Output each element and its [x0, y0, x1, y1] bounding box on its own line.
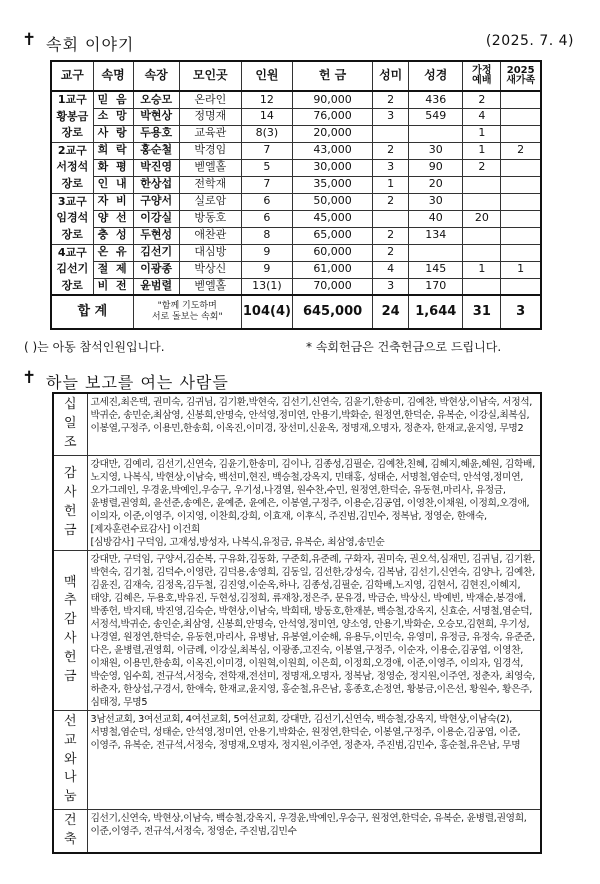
parish-label: 1교구 황봉금 장로	[51, 91, 93, 142]
table-row	[51, 193, 541, 210]
cell-place: 벧엘홀	[179, 278, 241, 295]
section-header-meetings	[22, 30, 578, 56]
table-row	[51, 108, 541, 125]
offering-note: * 속회헌금은 건축헌금으로 드립니다.	[306, 340, 502, 354]
cell-worship: 20	[463, 210, 501, 227]
col-leader: 속장	[133, 61, 179, 91]
donor-names: 고세진,최은택, 권미숙, 김귀님, 김기환,박현숙, 김선기,신연숙, 김윤기,한송미, 김예찬, 박현상,이남숙, 서정석,박귀순, 송민순,최삼영, 신봉희,안명숙, 안석영,정미연, 안용기,박화순, 원정연,한덕순, 유복순, 이강실,최복심, 이봉열,구정주, 이용민,한송희, 이옥진,이미경, 장선미,신윤옥, 정명재,오명자, 정춘자, 한재교,윤지영, 무명2	[87, 393, 541, 455]
cell-group-name: 화 평	[93, 159, 133, 176]
cell-place: 박상신	[179, 261, 241, 278]
cell-place: 전학재	[179, 176, 241, 193]
col-family-worship: 가정 예배	[463, 61, 501, 91]
cell-new-family	[501, 193, 541, 210]
cell-offering: 70,000	[293, 278, 373, 295]
cell-bible: 170	[409, 278, 463, 295]
report-date: (2025. 7. 4)	[485, 33, 574, 49]
cell-offering: 20,000	[293, 125, 373, 142]
cell-offering: 43,000	[293, 142, 373, 159]
donor-category-label: 십일조	[63, 397, 77, 450]
cell-new-family	[501, 159, 541, 176]
donor-names: 강대만, 구덕임, 구양서,김순복, 구유화,김동화, 구준회,유준례, 구화자, 권미숙, 권오석,심재민, 김귀님, 김기환,박현숙, 김기철, 김덕수,이영란, 김덕용,송영희, 김동일, 김선한,강성숙, 김복남, 김선기,신연숙, 김양나, 김예찬, 김윤진, 김재숙, 김정옥,김두철, 김진영,이순옥,하나, 김종성,김필순, 김학배,노지영, 김현서, 김현진,이혜지,태양, 김혜은, 두용호,박유진, 두현성,김정희, 류재창,정은주, 문유경, 박금순, 박상신, 박예빈, 박재순,봉경애, 박종헌, 박지태, 박진영,김숙순, 박현상,이남숙, 박희태, 방동호,한재분, 백승철,강옥지, 신효순, 서명철,염순덕, 서정석,박귀순, 송인순,최삼영, 신봉희,안명숙, 안석영,정미연, 양소영, 안용기,박화순, 오승모,김현희, 우기성,나경열, 원정연,한덕순, 유동현,마리사, 유병남, 유봉열,이순해, 유용두,이민숙, 유영미, 유정금, 유정숙, 유준준,다은, 윤병렬,권영희, 이금례, 이강실,최복심, 이광종,고진숙, 이봉열,구정주, 이순자, 이용순,김공엽, 이영찬,이채원, 이용민,한송희, 이옥진,이미경, 이원혁,이원희, 이은희, 이정희,오경애, 이준,이영주, 이의자, 임경석,박순영, 임수희, 전규석,서정숙, 전학재,전선미, 정명재,오명자, 정복남, 정영순, 정지원,이주연, 정춘자, 최영숙, 하춘자, 한상섭,구경서, 한애숙, 한재교,윤지영, 홍순철,유은남, 홍종호,손정연, 황봉금,이은선, 황원수, 황은주,심태정, 무명5	[87, 550, 541, 710]
cell-rice: 2	[373, 193, 409, 210]
total-new-family: 3	[501, 295, 541, 329]
col-place: 모인곳	[179, 61, 241, 91]
cell-offering: 90,000	[293, 91, 373, 108]
col-group-name: 속명	[93, 61, 133, 91]
table-row	[51, 244, 541, 261]
table-row	[51, 91, 541, 108]
donor-row	[53, 393, 541, 455]
total-worship: 31	[463, 295, 501, 329]
section-title: 하늘 보고를 여는 사람들	[46, 373, 229, 392]
cell-bible: 30	[409, 142, 463, 159]
cell-leader: 두용호	[133, 125, 179, 142]
cell-new-family	[501, 125, 541, 142]
cell-count: 8	[241, 227, 292, 244]
child-attendance-note: ( )는 아동 참석인원입니다.	[24, 340, 165, 354]
total-label: 합 계	[51, 295, 133, 329]
cell-offering: 30,000	[293, 159, 373, 176]
total-count: 104(4)	[241, 295, 292, 329]
table-row	[51, 210, 541, 227]
cell-leader: 윤범렬	[133, 278, 179, 295]
donor-names: 3남선교회, 3여선교회, 4여선교회, 5여선교회, 강대만, 김선기,신연숙, 백승철,강옥지, 박현상,이남숙(2), 서명철,염순덕, 성태순, 안석영,정미연, 안용기,박화순, 원정연,한덕순, 이봉열,구정주, 이용순,김공엽, 이준,이영주, 유복순, 전규석,서정숙, 정명재,오명자, 정지원,이주연, 정춘자, 주진범,김민수, 홍순철,유은남, 무명	[87, 710, 541, 810]
table-row	[51, 159, 541, 176]
cell-new-family	[501, 227, 541, 244]
col-new-family: 2025 새가족	[501, 61, 541, 91]
cell-place: 실로암	[179, 193, 241, 210]
total-offering: 645,000	[293, 295, 373, 329]
cell-worship: 1	[463, 261, 501, 278]
cell-rice: 3	[373, 278, 409, 295]
cell-count: 6	[241, 193, 292, 210]
cell-bible: 549	[409, 108, 463, 125]
col-rice: 성미	[373, 61, 409, 91]
cell-worship	[463, 278, 501, 295]
cell-offering: 45,000	[293, 210, 373, 227]
cell-rice	[373, 210, 409, 227]
donor-category-label: 선교와나눔	[63, 713, 77, 805]
cell-group-name: 온 유	[93, 244, 133, 261]
cell-rice: 2	[373, 244, 409, 261]
cell-group-name: 사 랑	[93, 125, 133, 142]
cell-worship	[463, 176, 501, 193]
section-header-donors	[22, 368, 578, 392]
cell-bible: 145	[409, 261, 463, 278]
parish-label: 4교구 김선기 장로	[51, 244, 93, 295]
cell-count: 7	[241, 142, 292, 159]
cell-leader: 박현상	[133, 108, 179, 125]
cell-leader: 한상섭	[133, 176, 179, 193]
cell-place: 애찬관	[179, 227, 241, 244]
cell-offering: 50,000	[293, 193, 373, 210]
table-row	[51, 261, 541, 278]
cell-rice: 3	[373, 159, 409, 176]
cell-rice: 2	[373, 142, 409, 159]
cell-rice: 1	[373, 176, 409, 193]
meeting-stats-table	[50, 60, 542, 330]
total-bible: 1,644	[409, 295, 463, 329]
parish-label: 2교구 서정석 장로	[51, 142, 93, 193]
cell-count: 5	[241, 159, 292, 176]
cell-bible	[409, 125, 463, 142]
cell-worship	[463, 193, 501, 210]
cell-bible: 20	[409, 176, 463, 193]
cell-worship: 4	[463, 108, 501, 125]
cell-count: 9	[241, 244, 292, 261]
cell-worship: 2	[463, 159, 501, 176]
cell-group-name: 절 제	[93, 261, 133, 278]
cell-group-name: 자 비	[93, 193, 133, 210]
cell-place: 박경임	[179, 142, 241, 159]
donor-names: 강대만, 김예리, 김선기,신연숙, 김윤기,한송미, 김이나, 김종성,김필순, 김예찬,친혜, 김혜지,혜윤,혜원, 김학배,노지영, 나복식, 박현상,이남숙, 백선미,현진, 백승철,강옥지, 민태홍, 성태순, 서명철,염순덕, 안석영,정미연, 오가그레인, 우경윤,박예인,우승구, 우기성,나경열, 원수찬,수민, 원정연,한덕순, 유동현,마리사, 유정금, 윤병렬,권영희, 윤선준,송예은, 윤예준, 윤예은, 이봉열,구정주, 이용순,김공엽, 이영찬,이채원, 이정희,오경애, 이의자, 이준,이영주, 이지영, 이찬희,강희, 이효재, 이후식, 주진범,김민수, 정복남, 정영순, 한애숙, [제자훈련수료감사] 이건희 [심방감사] 구덕임, 고재성,방성자, 나복식,유정금, 유복순, 최삼영,송민순	[87, 455, 541, 550]
donor-row	[53, 810, 541, 853]
cell-leader: 이광종	[133, 261, 179, 278]
total-row	[51, 295, 541, 329]
cell-group-name: 믿 음	[93, 91, 133, 108]
cell-worship: 2	[463, 91, 501, 108]
cell-new-family	[501, 91, 541, 108]
cell-place: 대심방	[179, 244, 241, 261]
cell-count: 12	[241, 91, 292, 108]
cell-leader: 오승모	[133, 91, 179, 108]
donors-table	[52, 392, 542, 854]
cell-bible: 436	[409, 91, 463, 108]
donor-names: 김선기,신연숙, 박현상,이남숙, 백승철,강옥지, 우경윤,박예인,우승구, 원정연,한덕순, 유복순, 윤병렬,권영희, 이준,이영주, 전규석,서정숙, 정영순, 주진범,김민수	[87, 810, 541, 853]
donor-category	[53, 810, 87, 853]
cell-rice: 2	[373, 91, 409, 108]
table-row	[51, 125, 541, 142]
cell-bible: 90	[409, 159, 463, 176]
donor-row	[53, 455, 541, 550]
cell-count: 7	[241, 176, 292, 193]
cell-offering: 76,000	[293, 108, 373, 125]
cell-place: 온라인	[179, 91, 241, 108]
cell-bible: 40	[409, 210, 463, 227]
cell-rice: 2	[373, 227, 409, 244]
col-parish: 교구	[51, 61, 93, 91]
cell-group-name: 비 전	[93, 278, 133, 295]
donor-category	[53, 710, 87, 810]
cell-bible: 134	[409, 227, 463, 244]
cell-leader: 구양서	[133, 193, 179, 210]
cell-count: 13(1)	[241, 278, 292, 295]
cell-worship	[463, 227, 501, 244]
cell-count: 6	[241, 210, 292, 227]
cell-group-name: 충 성	[93, 227, 133, 244]
cell-rice: 3	[373, 108, 409, 125]
cell-place: 교육관	[179, 125, 241, 142]
parish-label: 3교구 임경석 장로	[51, 193, 93, 244]
cell-worship: 1	[463, 142, 501, 159]
cell-leader: 김선기	[133, 244, 179, 261]
cell-leader: 두현성	[133, 227, 179, 244]
table-row	[51, 227, 541, 244]
cell-bible: 30	[409, 193, 463, 210]
cell-worship: 1	[463, 125, 501, 142]
cell-worship	[463, 244, 501, 261]
cell-new-family: 2	[501, 142, 541, 159]
cell-new-family: 1	[501, 261, 541, 278]
cell-place: 방동호	[179, 210, 241, 227]
cell-new-family	[501, 278, 541, 295]
cell-group-name: 희 락	[93, 142, 133, 159]
cell-offering: 60,000	[293, 244, 373, 261]
total-rice: 24	[373, 295, 409, 329]
cell-new-family	[501, 108, 541, 125]
donor-row	[53, 710, 541, 810]
cell-offering: 65,000	[293, 227, 373, 244]
cell-leader: 홍순철	[133, 142, 179, 159]
col-offering: 헌 금	[293, 61, 373, 91]
motto: "함께 기도하며 서로 돌보는 속회"	[133, 295, 241, 329]
cell-place: 정명재	[179, 108, 241, 125]
cell-new-family	[501, 176, 541, 193]
table-row	[51, 278, 541, 295]
donor-category-label: 맥추감사헌금	[63, 574, 77, 684]
cell-count: 8(3)	[241, 125, 292, 142]
cell-count: 9	[241, 261, 292, 278]
col-bible: 성경	[409, 61, 463, 91]
donor-category	[53, 550, 87, 710]
page-title: 속회 이야기	[46, 35, 135, 54]
cell-bible	[409, 244, 463, 261]
cell-rice	[373, 125, 409, 142]
donor-category-label: 건축	[63, 813, 77, 848]
cross-icon: ✝	[22, 30, 37, 50]
table-row	[51, 142, 541, 159]
table-row	[51, 176, 541, 193]
cell-group-name: 인 내	[93, 176, 133, 193]
cell-group-name: 양 선	[93, 210, 133, 227]
cell-leader: 이강실	[133, 210, 179, 227]
cell-count: 14	[241, 108, 292, 125]
cell-offering: 61,000	[293, 261, 373, 278]
cross-icon: ✝	[22, 368, 37, 388]
cell-place: 벧엘홀	[179, 159, 241, 176]
col-count: 인원	[241, 61, 292, 91]
cell-new-family	[501, 210, 541, 227]
donor-row	[53, 550, 541, 710]
cell-group-name: 소 망	[93, 108, 133, 125]
cell-leader: 박진영	[133, 159, 179, 176]
donor-category	[53, 455, 87, 550]
table-header-row	[51, 61, 541, 91]
cell-offering: 35,000	[293, 176, 373, 193]
donor-category	[53, 393, 87, 455]
donor-category-label: 감사헌금	[63, 465, 77, 538]
cell-rice: 4	[373, 261, 409, 278]
cell-new-family	[501, 244, 541, 261]
